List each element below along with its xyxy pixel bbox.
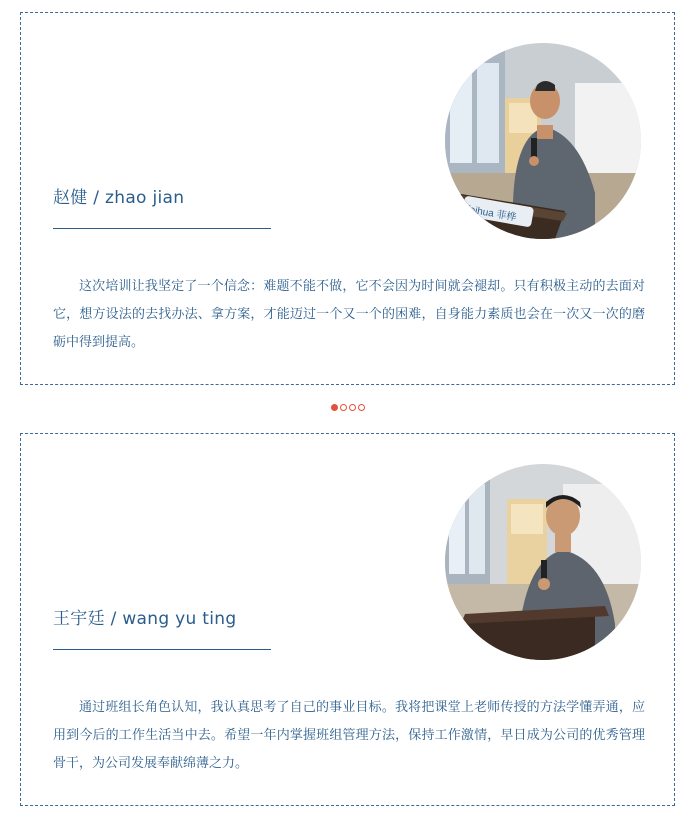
carousel-dot-2[interactable] — [340, 404, 347, 411]
carousel-dot-3[interactable] — [349, 404, 356, 411]
portrait-photo-1 — [445, 43, 641, 239]
name-underline-1 — [53, 228, 271, 229]
testimonial-text-1: 这次培训让我坚定了一个信念：难题不能不做，它不会因为时间就会褪却。只有积极主动的去面对它，想方设法的去找办法、拿方案，才能迈过一个又一个的困难，自身能力素质也会在一次又一次的磨砺中得到提高。 — [53, 279, 645, 350]
person-name-2: 王宇廷 / wang yu ting — [53, 609, 237, 629]
portrait-photo-2 — [445, 464, 641, 660]
carousel-indicator[interactable] — [0, 404, 695, 416]
portrait-image-2 — [445, 464, 641, 660]
carousel-dot-4[interactable] — [358, 404, 365, 411]
portrait-image-1 — [445, 43, 641, 239]
carousel-dot-1[interactable] — [331, 404, 338, 411]
testimonial-text-2: 通过班组长角色认知，我认真思考了自己的事业目标。我将把课堂上老师传授的方法学懂弄通，应用到今后的工作生活当中去。希望一年内掌握班组管理方法，保持工作激情，早日成为公司的优秀管理骨干，为公司发展奉献绵薄之力。 — [53, 700, 645, 771]
profile-card-1 — [20, 12, 675, 385]
name-underline-2 — [53, 649, 271, 650]
person-name-1: 赵健 / zhao jian — [53, 188, 185, 208]
profile-card-2 — [20, 433, 675, 806]
podium-logo: feihua 菲桦 — [465, 204, 518, 224]
